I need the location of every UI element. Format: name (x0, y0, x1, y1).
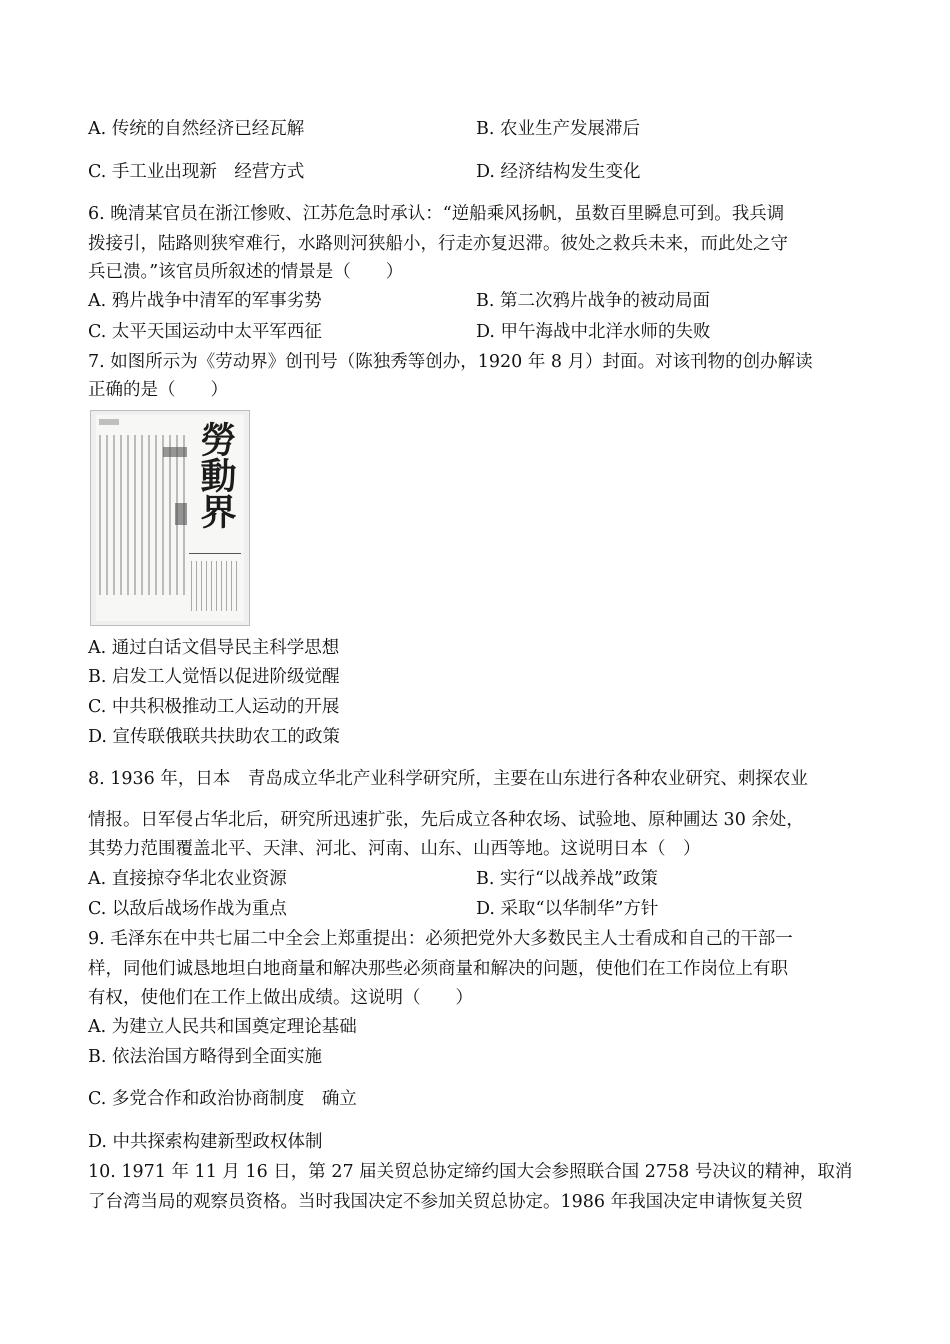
q6-stem-line-3: 兵已溃。”该官员所叙述的情景是（ ） (88, 262, 404, 282)
cover-heading-block (163, 447, 187, 457)
q10-stem-line-2: 了台湾当局的观察员资格。当时我国决定不参加关贸总协定。1986 年我国决定申请恢复关贸 (88, 1192, 804, 1212)
q9-option-d: D. 中共探索构建新型政权体制 (88, 1132, 323, 1152)
q6-option-d: D. 甲午海战中北洋水师的失败 (476, 322, 711, 342)
laodongjie-cover-image (90, 410, 250, 626)
q6-stem-line-1: 6. 晚清某官员在浙江惨败、江苏危急时承认：“逆船乘风扬帆，虽数百里瞬息可到。我兵调 (88, 204, 785, 224)
q10-stem-line-1: 10. 1971 年 11 月 16 日，第 27 届关贸总协定缔约国大会参照联合国 2758 号决议的精神，取消 (88, 1162, 853, 1182)
cover-footer-text (191, 561, 239, 611)
q9-stem-line-1: 9. 毛泽东在中共七届二中全会上郑重提出：必须把党外大多数民主人士看成和自己的干部一 (88, 929, 793, 949)
q5-option-c: C. 手工业出现新 经营方式 (88, 162, 305, 182)
cover-text-columns (99, 435, 185, 595)
cover-issue-mark (99, 419, 119, 425)
q7-stem-line-1: 7. 如图所示为《劳动界》创刊号（陈独秀等创办，1920 年 8 月）封面。对该刊物的创办解读 (88, 352, 813, 372)
q7-option-b: B. 启发工人觉悟以促进阶级觉醒 (88, 667, 340, 687)
q9-stem-line-3: 有权，使他们在工作上做出成绩。这说明（ ） (88, 988, 473, 1008)
q8-option-d: D. 采取“以华制华”方针 (476, 899, 659, 919)
q7-option-a: A. 通过白话文倡导民主科学思想 (88, 638, 340, 658)
cover-title: 勞動界 (195, 421, 237, 529)
q8-option-b: B. 实行“以战养战”政策 (476, 869, 658, 889)
q8-stem-line-3: 其势力范围覆盖北平、天津、河北、河南、山东、山西等地。这说明日本（ ） (88, 839, 701, 859)
q7-option-d: D. 宣传联俄联共扶助农工的政策 (88, 727, 341, 747)
cover-divider (189, 553, 241, 554)
q8-option-a: A. 直接掠夺华北农业资源 (88, 869, 287, 889)
q6-option-c: C. 太平天国运动中太平军西征 (88, 322, 322, 342)
q6-stem-line-2: 拨接引，陆路则狭窄难行，水路则河狭船小，行走亦复迟滞。彼处之救兵未来，而此处之守 (88, 234, 788, 254)
q8-option-c: C. 以敌后战场作战为重点 (88, 899, 287, 919)
q6-option-b: B. 第二次鸦片战争的被动局面 (476, 291, 710, 311)
q9-stem-line-2: 样，同他们诚恳地坦白地商量和解决那些必须商量和解决的问题，使他们在工作岗位上有职 (88, 959, 788, 979)
q8-stem-line-2: 情报。日军侵占华北后，研究所迅速扩张，先后成立各种农场、试验地、原种圃达 30 余处， (88, 810, 804, 830)
q7-option-c: C. 中共积极推动工人运动的开展 (88, 697, 340, 717)
q5-option-d: D. 经济结构发生变化 (476, 162, 641, 182)
q6-option-a: A. 鸦片战争中清军的军事劣势 (88, 291, 322, 311)
q9-option-b: B. 依法治国方略得到全面实施 (88, 1047, 322, 1067)
q9-option-c: C. 多党合作和政治协商制度 确立 (88, 1089, 357, 1109)
q5-option-b: B. 农业生产发展滞后 (476, 119, 640, 139)
q9-option-a: A. 为建立人民共和国奠定理论基础 (88, 1017, 357, 1037)
q7-stem-line-2: 正确的是（ ） (88, 380, 228, 400)
q8-stem-line-1: 8. 1936 年，日本 青岛成立华北产业科学研究所，主要在山东进行各种农业研究、刺探农业 (88, 769, 808, 789)
q5-option-a: A. 传统的自然经济已经瓦解 (88, 119, 305, 139)
cover-subheading-block (175, 503, 187, 525)
